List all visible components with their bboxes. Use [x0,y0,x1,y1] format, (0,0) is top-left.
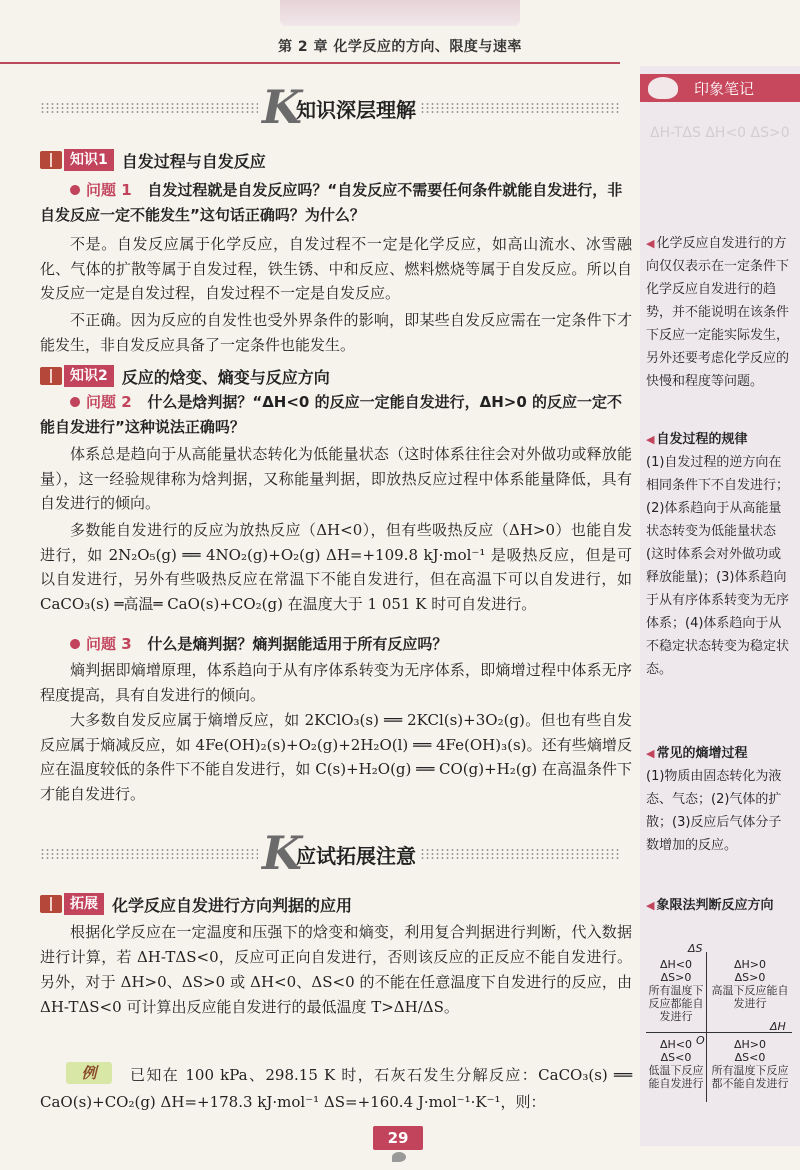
question-label: 问题 2 [86,393,132,411]
example-text: 已知在 100 kPa、298.15 K 时，石灰石发生分解反应：CaCO₃(s) ══ CaO(s)+CO₂(g) ΔH=+178.3 kJ·mol⁻¹ ΔS=+160.4 J·mol⁻¹·K⁻¹，则： [40,1066,632,1111]
knowledge-title: 自发过程与自发反应 [121,151,266,171]
section-header-exam [40,826,620,880]
extension-title: 化学反应自发进行方向判据的应用 [112,895,353,915]
origin-label: O [696,1034,705,1047]
knowledge-tag: 知识1 [64,149,114,171]
k-logo: K [262,80,302,134]
bullet-icon [69,638,82,651]
question-text: 什么是熵判据？熵判据能适用于所有反应吗？ [147,635,448,653]
question-text: 什么是焓判据？“ΔH<0 的反应一定能自发进行，ΔH>0 的反应一定不能自发进行”这种说法正确吗？ [40,393,622,436]
note-text: (1)物质由固态转化为液态、气态；(2)气体的扩散；(3)反应后气体分子数增加的反应。 [646,769,782,853]
section-header-knowledge [40,80,620,134]
triangle-icon: ◀ [646,433,655,446]
triangle-icon: ◀ [646,747,655,760]
bird-icon [392,1152,406,1162]
dotted-rule-right [420,848,620,860]
question-1 [40,178,630,228]
answer-2-paragraph-2: 多数能自发进行的反应为放热反应（ΔH<0），但有些吸热反应（ΔH>0）也能自发进行，如 2N₂O₅(g) ══ 4NO₂(g)+O₂(g) ΔH=+109.8 kJ·mol⁻¹ 是吸热反应，但是可以自发进行，另外有些吸热反应在常温下不能自发进行，但在高温下可以自发进行，如 CaCO₃(s) ═高温═ CaO(s)+CO₂(g) 在温度大于 1 051 K 时可自发进行。 [40,521,632,613]
book-icon [40,151,62,169]
extension-bar [40,892,352,916]
sidebar-note-4 [646,894,794,917]
sidebar-header [640,74,800,102]
sidebar-header-label: 印象笔记 [694,80,755,98]
extension-tag: 拓展 [64,893,104,915]
question-2 [40,390,630,440]
quadrant-diagram [646,944,796,1104]
question-3 [40,632,630,657]
quadrant-2: ΔH<0 ΔS>0 所有温度下反应都能自发进行 [648,958,704,1023]
triangle-icon: ◀ [646,237,655,250]
y-axis-label: ΔS [688,942,703,955]
sidebar-note-3 [646,742,794,857]
chapter-header: 第 2 章 化学反应的方向、限度与速率 [278,39,522,55]
knowledge-bar-2 [40,364,330,388]
note-text: (1)自发过程的逆方向在相同条件下不自发进行；(2)体系趋向于从高能量状态转变为低能量状态(这时体系会对外做功或释放能量)；(3)体系趋向于从有序体系转变为无序体系；(4)体系趋向于从不稳定状态转变为稳定状态。 [646,455,790,677]
elephant-icon [648,77,678,99]
question-label: 问题 3 [86,635,132,653]
page-number: 29 [373,1126,423,1150]
answer-1-paragraph-1: 不是。自发反应属于化学反应，自发过程不一定是化学反应，如高山流水、冰雪融化、气体的扩散等属于自发过程，铁生锈、中和反应、燃料燃烧等属于自发反应。所以自发反应一定是自发过程，自发过程不一定是自发反应。 [40,235,632,302]
book-icon [40,895,62,913]
quadrant-4: ΔH>0 ΔS<0 所有温度下反应都不能自发进行 [711,1038,789,1090]
note-title: 常见的熵增过程 [656,746,748,761]
bullet-icon [69,396,82,409]
example-tag: 例 [66,1062,112,1084]
answer-2-paragraph-1: 体系总是趋向于从高能量状态转化为低能量状态（这时体系往往会对外做功或释放能量），这一经验规律称为焓判据，又称能量判据，即放热反应过程中体系能量降低，具有自发进行的倾向。 [40,445,632,512]
y-axis [706,952,707,1102]
answer-1-paragraph-2: 不正确。因为反应的自发性也受外界条件的影响，即某些自发反应需在一定条件下才能发生，非自发反应具备了一定条件也能发生。 [40,311,632,354]
section-title: 知识深层理解 [296,98,416,122]
x-axis-label: ΔH [770,1020,786,1033]
bullet-icon [69,184,82,197]
extension-paragraph: 根据化学反应在一定温度和压强下的焓变和熵变，利用复合判据进行判断，代入数据进行计算，若 ΔH-TΔS<0，反应可正向自发进行，否则该反应的正反应不能自发进行。另外，对于 ΔH>0、ΔS>0 或 ΔH<0、ΔS<0 的不能在任意温度下自发进行的反应，由 ΔH-TΔS<0 可计算出反应能自发进行的最低温度 T>ΔH/ΔS。 [40,923,632,1016]
knowledge-bar-1 [40,148,266,172]
sidebar-faint-text: ΔH-TΔS ΔH<0 ΔS>0 [650,125,790,141]
dotted-rule-left [40,848,258,860]
note-title: 象限法判断反应方向 [656,898,774,913]
k-logo: K [262,826,302,880]
note-title: 自发过程的规律 [656,432,748,447]
note-text: 化学反应自发进行的方向仅仅表示在一定条件下化学反应自发进行的趋势，并不能说明在该条件下反应一定能实际发生，另外还要考虑化学反应的快慢和程度等问题。 [646,236,790,389]
knowledge-title: 反应的焓变、熵变与反应方向 [121,367,330,387]
knowledge-tag: 知识2 [64,365,114,387]
answer-3-paragraph-1: 熵判据即熵增原理，体系趋向于从有序体系转变为无序体系，即熵增过程中体系无序程度提高，具有自发进行的倾向。 [40,661,632,704]
answer-3-paragraph-2: 大多数自发反应属于熵增反应，如 2KClO₃(s) ══ 2KCl(s)+3O₂(g)。但也有些自发反应属于熵减反应，如 4Fe(OH)₂(s)+O₂(g)+2H₂O(l) ══ 4Fe(OH)₃(s)。还有些熵增反应在温度较低的条件下不能自发进行，如 C(s)+H₂O(g) ══ CO(g)+H₂(g) 在高温条件下才能自发进行。 [40,711,632,803]
dotted-rule-left [40,102,258,114]
dotted-rule-right [420,102,620,114]
quadrant-3: ΔH<0 ΔS<0 低温下反应能自发进行 [648,1038,704,1090]
triangle-icon: ◀ [646,899,655,912]
top-tab-decoration [280,0,520,26]
question-text: 自发过程就是自发反应吗？“自发反应不需要任何条件就能自发进行，非自发反应一定不能发生”这句话正确吗？为什么？ [40,181,623,224]
quadrant-1: ΔH>0 ΔS>0 高温下反应能自发进行 [711,958,789,1010]
header-rule [0,62,620,64]
question-label: 问题 1 [86,181,132,199]
sidebar-note-1 [646,232,794,393]
book-icon [40,367,62,385]
sidebar-note-2 [646,428,794,681]
section-title: 应试拓展注意 [296,844,416,868]
